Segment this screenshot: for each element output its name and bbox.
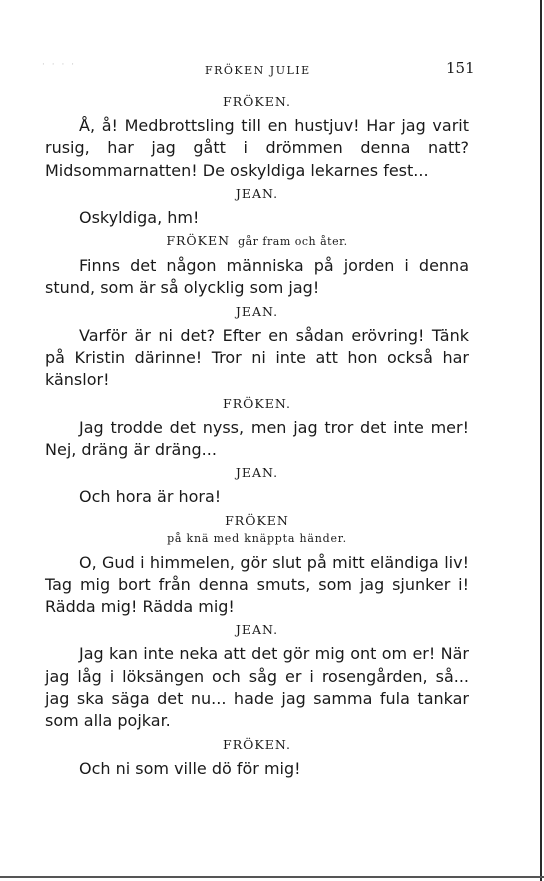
speech-line: Å, å! Medbrottsling till en hustjuv! Har jag varit rusig, har jag gått i drömmen denna natt? Midsommarnatten! De oskyldiga lekarnes fest... <box>45 116 469 180</box>
speaker-name: JEAN. <box>235 622 279 638</box>
page-number: 151 <box>446 59 475 77</box>
speech-line: Och hora är hora! <box>79 487 222 507</box>
speaker-name: FRÖKEN <box>225 512 289 528</box>
speech-line: Och ni som ville dö för mig! <box>79 758 301 778</box>
bleed-through-mark: · · · · <box>42 60 77 70</box>
running-title: FRÖKEN JULIE <box>205 64 311 77</box>
page-header <box>0 58 544 80</box>
speaker-name: FRÖKEN. <box>223 395 291 411</box>
speaker-name: JEAN. <box>235 303 279 319</box>
speech-line: Varför är ni det? Efter en sådan erövring! Tänk på Kristin därinne! Tror ni inte att hon också har känslor! <box>45 325 469 390</box>
speech-line: Jag trodde det nyss, men jag tror det inte mer! Nej, dräng är dräng... <box>45 417 469 459</box>
stage-direction: på knä med knäppta händer. <box>167 531 347 545</box>
speech-line: O, Gud i himmelen, gör slut på mitt eländiga liv! Tag mig bort från denna smuts, som jag sjunker i! Rädda mig! Rädda mig! <box>45 552 469 617</box>
speech-line: Jag kan inte neka att det gör mig ont om er! När jag låg i löksängen och såg er i rosengården, så... jag ska säga det nu... hade jag samma fula tankar som alla pojkar. <box>45 644 469 731</box>
speaker-name: FRÖKEN. <box>223 94 291 109</box>
play-text <box>45 90 469 782</box>
page-edge-bottom <box>0 876 544 878</box>
speaker-name: FRÖKEN. <box>223 736 291 752</box>
speaker-name: JEAN. <box>235 465 279 481</box>
speech-line: Finns det någon människa på jorden i denna stund, som är så olycklig som jag! <box>45 256 469 298</box>
speaker-name: JEAN. <box>235 185 279 201</box>
stage-direction: går fram och åter. <box>238 235 348 249</box>
speaker-name: FRÖKEN går fram och åter. <box>166 233 348 249</box>
page-edge-right <box>540 0 542 881</box>
speech-line: Oskyldiga, hm! <box>79 207 200 227</box>
